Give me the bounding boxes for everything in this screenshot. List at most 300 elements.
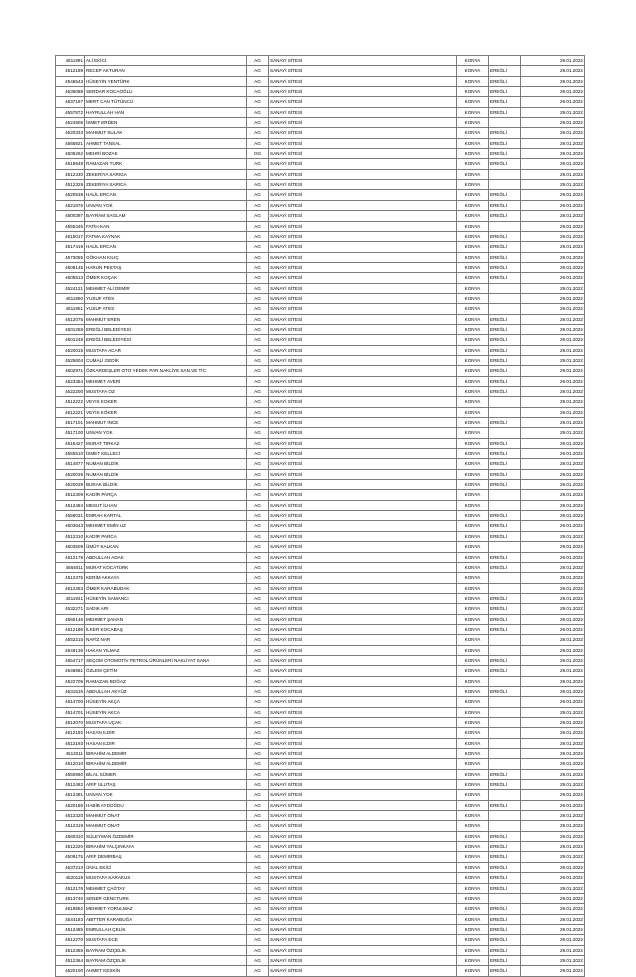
cell-voltage-type[interactable]: AG bbox=[247, 221, 269, 231]
table-row[interactable] bbox=[56, 562, 585, 572]
cell-date[interactable]: 29.01.2022 bbox=[521, 200, 585, 210]
cell-record-id[interactable]: 4546543 bbox=[56, 76, 85, 86]
cell-subscriber-name[interactable]: ÜMÜT KALKAN bbox=[85, 542, 247, 552]
cell-district[interactable] bbox=[489, 428, 521, 438]
cell-record-id[interactable]: 4522200 bbox=[56, 387, 85, 397]
table-row[interactable] bbox=[56, 252, 585, 262]
cell-district[interactable]: EREĞLİ bbox=[489, 469, 521, 479]
cell-record-id[interactable]: 4512482 bbox=[56, 780, 85, 790]
cell-facility-name[interactable]: SANAYİ SİTESİ bbox=[269, 469, 457, 479]
cell-subscriber-name[interactable]: RAMAZAN BOĞAZ bbox=[85, 676, 247, 686]
cell-district[interactable]: EREĞLİ bbox=[489, 200, 521, 210]
cell-voltage-type[interactable]: AG bbox=[247, 645, 269, 655]
cell-record-id[interactable]: 4602971 bbox=[56, 366, 85, 376]
cell-subscriber-name[interactable]: MEHMET YORULMAZ bbox=[85, 904, 247, 914]
cell-facility-name[interactable]: SANAYİ SİTESİ bbox=[269, 149, 457, 159]
cell-province[interactable]: KONYA bbox=[457, 904, 489, 914]
cell-facility-name[interactable]: SANAYİ SİTESİ bbox=[269, 728, 457, 738]
table-row[interactable] bbox=[56, 480, 585, 490]
cell-date[interactable]: 29.01.2022 bbox=[521, 190, 585, 200]
cell-subscriber-name[interactable]: ÜNAL EKİCİ bbox=[85, 862, 247, 872]
cell-subscriber-name[interactable]: EMRAH KARTAL bbox=[85, 511, 247, 521]
cell-voltage-type[interactable]: AG bbox=[247, 242, 269, 252]
table-row[interactable] bbox=[56, 811, 585, 821]
table-row[interactable] bbox=[56, 511, 585, 521]
cell-date[interactable]: 29.01.2022 bbox=[521, 790, 585, 800]
cell-district[interactable]: EREĞLİ bbox=[489, 138, 521, 148]
cell-subscriber-name[interactable]: EREĞLİ BELEDİYESİ bbox=[85, 335, 247, 345]
cell-subscriber-name[interactable]: AHMET TANSAL bbox=[85, 138, 247, 148]
cell-province[interactable]: KONYA bbox=[457, 749, 489, 759]
cell-record-id[interactable]: 4512176 bbox=[56, 883, 85, 893]
cell-date[interactable]: 29.01.2022 bbox=[521, 852, 585, 862]
cell-record-id[interactable]: 4517419 bbox=[56, 242, 85, 252]
table-row[interactable] bbox=[56, 231, 585, 241]
cell-date[interactable]: 29.01.2022 bbox=[521, 387, 585, 397]
cell-voltage-type[interactable]: AG bbox=[247, 955, 269, 965]
cell-province[interactable]: KONYA bbox=[457, 97, 489, 107]
cell-subscriber-name[interactable]: EREĞLİ BELEDİYESİ bbox=[85, 324, 247, 334]
cell-facility-name[interactable]: SANAYİ SİTESİ bbox=[269, 138, 457, 148]
cell-province[interactable]: KONYA bbox=[457, 852, 489, 862]
cell-record-id[interactable]: 4512309 bbox=[56, 490, 85, 500]
cell-record-id[interactable]: 4531616 bbox=[56, 686, 85, 696]
cell-subscriber-name[interactable]: HÜSEYİN AKCA bbox=[85, 707, 247, 717]
cell-district[interactable]: EREĞLİ bbox=[489, 562, 521, 572]
cell-subscriber-name[interactable]: SADIK ARI bbox=[85, 604, 247, 614]
table-row[interactable] bbox=[56, 666, 585, 676]
cell-date[interactable]: 29.01.2022 bbox=[521, 293, 585, 303]
cell-province[interactable]: KONYA bbox=[457, 945, 489, 955]
cell-subscriber-name[interactable]: BURAK BİLDİK bbox=[85, 480, 247, 490]
cell-district[interactable]: EREĞLİ bbox=[489, 211, 521, 221]
table-row[interactable] bbox=[56, 697, 585, 707]
table-row[interactable] bbox=[56, 790, 585, 800]
table-row[interactable] bbox=[56, 490, 585, 500]
cell-subscriber-name[interactable]: UNVAN YOK bbox=[85, 428, 247, 438]
table-row[interactable] bbox=[56, 593, 585, 603]
cell-facility-name[interactable]: SANAYİ SİTESİ bbox=[269, 314, 457, 324]
cell-date[interactable]: 29.01.2022 bbox=[521, 169, 585, 179]
cell-district[interactable]: EREĞLİ bbox=[489, 624, 521, 634]
cell-voltage-type[interactable]: AG bbox=[247, 811, 269, 821]
cell-record-id[interactable]: 4512484 bbox=[56, 500, 85, 510]
table-row[interactable] bbox=[56, 397, 585, 407]
table-row[interactable] bbox=[56, 76, 585, 86]
cell-subscriber-name[interactable]: ÖZLEM ÇETİN bbox=[85, 666, 247, 676]
cell-district[interactable] bbox=[489, 707, 521, 717]
cell-voltage-type[interactable]: AG bbox=[247, 945, 269, 955]
cell-record-id[interactable]: 4516427 bbox=[56, 438, 85, 448]
cell-voltage-type[interactable]: AG bbox=[247, 800, 269, 810]
cell-subscriber-name[interactable]: HÜSEYİN SAMANCI bbox=[85, 593, 247, 603]
cell-voltage-type[interactable]: AG bbox=[247, 469, 269, 479]
cell-record-id[interactable]: 4532271 bbox=[56, 604, 85, 614]
cell-subscriber-name[interactable]: NUMAN BİLDİK bbox=[85, 469, 247, 479]
cell-record-id[interactable]: 4512329 bbox=[56, 180, 85, 190]
cell-record-id[interactable]: 4512330 bbox=[56, 169, 85, 179]
table-row[interactable] bbox=[56, 873, 585, 883]
cell-date[interactable]: 29.01.2022 bbox=[521, 707, 585, 717]
cell-subscriber-name[interactable]: ARİF ULUTAŞ bbox=[85, 780, 247, 790]
cell-subscriber-name[interactable]: MAHMUT İNCE bbox=[85, 418, 247, 428]
cell-voltage-type[interactable]: AG bbox=[247, 87, 269, 97]
cell-record-id[interactable]: 4512189 bbox=[56, 66, 85, 76]
cell-voltage-type[interactable]: AG bbox=[247, 780, 269, 790]
cell-district[interactable]: EREĞLİ bbox=[489, 107, 521, 117]
cell-record-id[interactable]: 4520333 bbox=[56, 128, 85, 138]
cell-district[interactable]: EREĞLİ bbox=[489, 686, 521, 696]
cell-subscriber-name[interactable]: KADİR PARÇA bbox=[85, 490, 247, 500]
cell-record-id[interactable]: 4537197 bbox=[56, 97, 85, 107]
cell-voltage-type[interactable]: AG bbox=[247, 624, 269, 634]
table-row[interactable] bbox=[56, 893, 585, 903]
cell-province[interactable]: KONYA bbox=[457, 562, 489, 572]
cell-record-id[interactable]: 4512196 bbox=[56, 624, 85, 634]
table-row[interactable] bbox=[56, 718, 585, 728]
cell-record-id[interactable]: 4520538 bbox=[56, 190, 85, 200]
cell-date[interactable]: 29.01.2022 bbox=[521, 345, 585, 355]
cell-date[interactable]: 29.01.2022 bbox=[521, 511, 585, 521]
cell-date[interactable]: 29.01.2022 bbox=[521, 831, 585, 841]
cell-record-id[interactable]: 4601248 bbox=[56, 335, 85, 345]
cell-record-id[interactable]: 4565921 bbox=[56, 138, 85, 148]
cell-province[interactable]: KONYA bbox=[457, 759, 489, 769]
cell-voltage-type[interactable]: AG bbox=[247, 211, 269, 221]
cell-date[interactable]: 29.01.2022 bbox=[521, 304, 585, 314]
cell-district[interactable]: EREĞLİ bbox=[489, 955, 521, 965]
cell-subscriber-name[interactable]: BİLAL SÜMER bbox=[85, 769, 247, 779]
cell-district[interactable]: EREĞLİ bbox=[489, 128, 521, 138]
table-row[interactable] bbox=[56, 749, 585, 759]
cell-province[interactable]: KONYA bbox=[457, 262, 489, 272]
table-row[interactable] bbox=[56, 97, 585, 107]
cell-facility-name[interactable]: SANAYİ SİTESİ bbox=[269, 831, 457, 841]
cell-district[interactable] bbox=[489, 169, 521, 179]
cell-subscriber-name[interactable]: CUMALİ GEDİK bbox=[85, 355, 247, 365]
cell-date[interactable]: 29.01.2022 bbox=[521, 924, 585, 934]
cell-province[interactable]: KONYA bbox=[457, 221, 489, 231]
cell-facility-name[interactable]: SANAYİ SİTESİ bbox=[269, 459, 457, 469]
table-row[interactable] bbox=[56, 418, 585, 428]
cell-voltage-type[interactable]: AG bbox=[247, 283, 269, 293]
cell-record-id[interactable]: 4550960 bbox=[56, 769, 85, 779]
cell-subscriber-name[interactable]: MAHMUT ONAT bbox=[85, 821, 247, 831]
cell-province[interactable]: KONYA bbox=[457, 583, 489, 593]
cell-facility-name[interactable]: SANAYİ SİTESİ bbox=[269, 345, 457, 355]
cell-voltage-type[interactable]: AG bbox=[247, 128, 269, 138]
cell-district[interactable] bbox=[489, 542, 521, 552]
cell-voltage-type[interactable]: AG bbox=[247, 542, 269, 552]
table-row[interactable] bbox=[56, 800, 585, 810]
cell-facility-name[interactable]: SANAYİ SİTESİ bbox=[269, 790, 457, 800]
cell-facility-name[interactable]: SANAYİ SİTESİ bbox=[269, 738, 457, 748]
cell-province[interactable]: KONYA bbox=[457, 252, 489, 262]
cell-subscriber-name[interactable]: BAYRAM ÖZÇELİK bbox=[85, 945, 247, 955]
cell-facility-name[interactable]: SANAYİ SİTESİ bbox=[269, 231, 457, 241]
cell-district[interactable] bbox=[489, 583, 521, 593]
cell-district[interactable]: EREĞLİ bbox=[489, 862, 521, 872]
cell-facility-name[interactable]: SANAYİ SİTESİ bbox=[269, 97, 457, 107]
cell-facility-name[interactable]: SANAYİ SİTESİ bbox=[269, 593, 457, 603]
cell-district[interactable]: EREĞLİ bbox=[489, 966, 521, 976]
cell-province[interactable]: KONYA bbox=[457, 645, 489, 655]
table-row[interactable] bbox=[56, 945, 585, 955]
cell-date[interactable]: 29.01.2022 bbox=[521, 562, 585, 572]
cell-date[interactable]: 29.01.2022 bbox=[521, 159, 585, 169]
cell-facility-name[interactable]: SANAYİ SİTESİ bbox=[269, 324, 457, 334]
table-row[interactable] bbox=[56, 376, 585, 386]
cell-facility-name[interactable]: SANAYİ SİTESİ bbox=[269, 562, 457, 572]
cell-date[interactable]: 29.01.2022 bbox=[521, 635, 585, 645]
cell-province[interactable]: KONYA bbox=[457, 624, 489, 634]
cell-subscriber-name[interactable]: HABİB AYDOĞDU bbox=[85, 800, 247, 810]
cell-district[interactable] bbox=[489, 811, 521, 821]
cell-facility-name[interactable]: SANAYİ SİTESİ bbox=[269, 242, 457, 252]
cell-record-id[interactable]: 4603643 bbox=[56, 521, 85, 531]
cell-subscriber-name[interactable]: YUSUF ATES bbox=[85, 304, 247, 314]
cell-date[interactable]: 29.01.2022 bbox=[521, 904, 585, 914]
cell-date[interactable]: 29.01.2022 bbox=[521, 769, 585, 779]
cell-subscriber-name[interactable]: MESUT İLHAN bbox=[85, 500, 247, 510]
cell-record-id[interactable]: 4560310 bbox=[56, 831, 85, 841]
cell-province[interactable]: KONYA bbox=[457, 542, 489, 552]
cell-record-id[interactable]: 4512010 bbox=[56, 759, 85, 769]
table-row[interactable] bbox=[56, 500, 585, 510]
table-row[interactable] bbox=[56, 407, 585, 417]
cell-voltage-type[interactable]: OG bbox=[247, 149, 269, 159]
cell-province[interactable]: KONYA bbox=[457, 387, 489, 397]
cell-facility-name[interactable]: SANAYİ SİTESİ bbox=[269, 521, 457, 531]
cell-district[interactable]: EREĞLİ bbox=[489, 614, 521, 624]
cell-date[interactable]: 29.01.2022 bbox=[521, 335, 585, 345]
cell-voltage-type[interactable]: AG bbox=[247, 314, 269, 324]
cell-record-id[interactable]: 4520039 bbox=[56, 480, 85, 490]
cell-subscriber-name[interactable]: ÖZKARDEŞLER OTO YEDEK PAR.NAKLİYE SAN.VE TİC bbox=[85, 366, 247, 376]
table-row[interactable] bbox=[56, 738, 585, 748]
table-row[interactable] bbox=[56, 149, 585, 159]
cell-district[interactable]: EREĞLİ bbox=[489, 935, 521, 945]
cell-province[interactable]: KONYA bbox=[457, 769, 489, 779]
cell-district[interactable] bbox=[489, 635, 521, 645]
cell-subscriber-name[interactable]: SÜLEYMAN ÖZDEMİR bbox=[85, 831, 247, 841]
cell-district[interactable] bbox=[489, 728, 521, 738]
cell-subscriber-name[interactable]: NUMAN BİLDİK bbox=[85, 459, 247, 469]
cell-district[interactable]: EREĞLİ bbox=[489, 335, 521, 345]
table-row[interactable] bbox=[56, 531, 585, 541]
table-row[interactable] bbox=[56, 169, 585, 179]
cell-province[interactable]: KONYA bbox=[457, 66, 489, 76]
cell-record-id[interactable]: 4524121 bbox=[56, 283, 85, 293]
cell-facility-name[interactable]: SANAYİ SİTESİ bbox=[269, 387, 457, 397]
cell-subscriber-name[interactable]: RAMAZAN TURK bbox=[85, 159, 247, 169]
cell-record-id[interactable]: 4512481 bbox=[56, 790, 85, 800]
cell-date[interactable]: 29.01.2022 bbox=[521, 76, 585, 86]
cell-district[interactable]: EREĞLİ bbox=[489, 883, 521, 893]
cell-record-id[interactable]: 4511941 bbox=[56, 593, 85, 603]
cell-date[interactable]: 29.01.2022 bbox=[521, 107, 585, 117]
cell-voltage-type[interactable]: AG bbox=[247, 521, 269, 531]
table-row[interactable] bbox=[56, 604, 585, 614]
cell-date[interactable]: 29.01.2022 bbox=[521, 242, 585, 252]
cell-province[interactable]: KONYA bbox=[457, 231, 489, 241]
cell-facility-name[interactable]: SANAYİ SİTESİ bbox=[269, 128, 457, 138]
cell-record-id[interactable]: 4512353 bbox=[56, 583, 85, 593]
cell-facility-name[interactable]: SANAYİ SİTESİ bbox=[269, 293, 457, 303]
cell-subscriber-name[interactable]: MAHMUT SULAK bbox=[85, 128, 247, 138]
cell-record-id[interactable]: 4601258 bbox=[56, 324, 85, 334]
cell-date[interactable]: 29.01.2022 bbox=[521, 738, 585, 748]
table-row[interactable] bbox=[56, 180, 585, 190]
table-row[interactable] bbox=[56, 573, 585, 583]
cell-subscriber-name[interactable]: EMRULLAH ÇELİK bbox=[85, 924, 247, 934]
cell-facility-name[interactable]: SANAYİ SİTESİ bbox=[269, 200, 457, 210]
cell-district[interactable]: EREĞLİ bbox=[489, 376, 521, 386]
cell-date[interactable]: 29.01.2022 bbox=[521, 552, 585, 562]
cell-subscriber-name[interactable]: ALİ EKİCİ bbox=[85, 56, 247, 66]
cell-date[interactable]: 29.01.2022 bbox=[521, 966, 585, 976]
cell-district[interactable] bbox=[489, 821, 521, 831]
table-row[interactable] bbox=[56, 107, 585, 117]
cell-subscriber-name[interactable]: HAYRULLAH HAN bbox=[85, 107, 247, 117]
cell-district[interactable] bbox=[489, 56, 521, 66]
cell-subscriber-name[interactable]: VEYİS KÖKER bbox=[85, 407, 247, 417]
cell-subscriber-name[interactable]: HAKAN YILMAZ bbox=[85, 645, 247, 655]
cell-subscriber-name[interactable]: NAFİZ NAR bbox=[85, 635, 247, 645]
cell-date[interactable]: 29.01.2022 bbox=[521, 66, 585, 76]
cell-facility-name[interactable]: SANAYİ SİTESİ bbox=[269, 262, 457, 272]
cell-subscriber-name[interactable]: İSMET KELLECİ bbox=[85, 449, 247, 459]
cell-date[interactable]: 29.01.2022 bbox=[521, 273, 585, 283]
cell-voltage-type[interactable]: AG bbox=[247, 118, 269, 128]
cell-province[interactable]: KONYA bbox=[457, 738, 489, 748]
cell-record-id[interactable]: 4512222 bbox=[56, 397, 85, 407]
cell-province[interactable]: KONYA bbox=[457, 449, 489, 459]
cell-district[interactable]: EREĞLİ bbox=[489, 511, 521, 521]
table-row[interactable] bbox=[56, 56, 585, 66]
table-row[interactable] bbox=[56, 624, 585, 634]
cell-facility-name[interactable]: SANAYİ SİTESİ bbox=[269, 873, 457, 883]
cell-facility-name[interactable]: SANAYİ SİTESİ bbox=[269, 935, 457, 945]
cell-province[interactable]: KONYA bbox=[457, 842, 489, 852]
cell-province[interactable]: KONYA bbox=[457, 376, 489, 386]
cell-facility-name[interactable]: SANAYİ SİTESİ bbox=[269, 490, 457, 500]
cell-subscriber-name[interactable]: MEHMET ŞAHAN bbox=[85, 614, 247, 624]
cell-voltage-type[interactable]: AG bbox=[247, 159, 269, 169]
cell-facility-name[interactable]: SANAYİ SİTESİ bbox=[269, 904, 457, 914]
cell-facility-name[interactable]: SANAYİ SİTESİ bbox=[269, 159, 457, 169]
cell-voltage-type[interactable]: AG bbox=[247, 738, 269, 748]
table-row[interactable] bbox=[56, 118, 585, 128]
cell-province[interactable]: KONYA bbox=[457, 666, 489, 676]
cell-voltage-type[interactable]: AG bbox=[247, 883, 269, 893]
cell-date[interactable]: 29.01.2022 bbox=[521, 438, 585, 448]
cell-province[interactable]: KONYA bbox=[457, 811, 489, 821]
cell-date[interactable]: 29.01.2022 bbox=[521, 500, 585, 510]
cell-record-id[interactable]: 4520035 bbox=[56, 469, 85, 479]
cell-voltage-type[interactable]: AG bbox=[247, 728, 269, 738]
cell-district[interactable] bbox=[489, 676, 521, 686]
cell-province[interactable]: KONYA bbox=[457, 324, 489, 334]
cell-subscriber-name[interactable]: FATMA KAYNAK bbox=[85, 231, 247, 241]
cell-date[interactable]: 29.01.2022 bbox=[521, 614, 585, 624]
cell-facility-name[interactable]: SANAYİ SİTESİ bbox=[269, 118, 457, 128]
cell-province[interactable]: KONYA bbox=[457, 242, 489, 252]
cell-date[interactable]: 29.01.2022 bbox=[521, 893, 585, 903]
cell-province[interactable]: KONYA bbox=[457, 686, 489, 696]
cell-province[interactable]: KONYA bbox=[457, 635, 489, 645]
cell-voltage-type[interactable]: AG bbox=[247, 697, 269, 707]
cell-subscriber-name[interactable]: MUSTAFA ACAR bbox=[85, 345, 247, 355]
cell-date[interactable]: 29.01.2022 bbox=[521, 449, 585, 459]
cell-voltage-type[interactable]: AG bbox=[247, 273, 269, 283]
cell-district[interactable] bbox=[489, 573, 521, 583]
cell-voltage-type[interactable]: AG bbox=[247, 635, 269, 645]
cell-voltage-type[interactable]: AG bbox=[247, 97, 269, 107]
cell-facility-name[interactable]: SANAYİ SİTESİ bbox=[269, 749, 457, 759]
cell-province[interactable]: KONYA bbox=[457, 283, 489, 293]
cell-date[interactable]: 29.01.2022 bbox=[521, 138, 585, 148]
table-row[interactable] bbox=[56, 469, 585, 479]
cell-date[interactable]: 29.01.2022 bbox=[521, 945, 585, 955]
table-row[interactable] bbox=[56, 159, 585, 169]
cell-record-id[interactable]: 4512070 bbox=[56, 718, 85, 728]
cell-facility-name[interactable]: SANAYİ SİTESİ bbox=[269, 862, 457, 872]
cell-voltage-type[interactable]: AG bbox=[247, 676, 269, 686]
cell-date[interactable]: 29.01.2022 bbox=[521, 149, 585, 159]
cell-district[interactable]: EREĞLİ bbox=[489, 449, 521, 459]
cell-province[interactable]: KONYA bbox=[457, 893, 489, 903]
cell-province[interactable]: KONYA bbox=[457, 552, 489, 562]
table-row[interactable] bbox=[56, 190, 585, 200]
table-row[interactable] bbox=[56, 66, 585, 76]
cell-province[interactable]: KONYA bbox=[457, 345, 489, 355]
cell-subscriber-name[interactable]: UNVAN YOK bbox=[85, 790, 247, 800]
cell-voltage-type[interactable]: AG bbox=[247, 324, 269, 334]
cell-district[interactable]: EREĞLİ bbox=[489, 852, 521, 862]
cell-province[interactable]: KONYA bbox=[457, 273, 489, 283]
cell-voltage-type[interactable]: AG bbox=[247, 707, 269, 717]
cell-voltage-type[interactable]: AG bbox=[247, 655, 269, 665]
cell-province[interactable]: KONYA bbox=[457, 718, 489, 728]
cell-district[interactable]: EREĞLİ bbox=[489, 842, 521, 852]
cell-province[interactable]: KONYA bbox=[457, 500, 489, 510]
table-row[interactable] bbox=[56, 769, 585, 779]
cell-subscriber-name[interactable]: ZEKERİYA SARIGA bbox=[85, 169, 247, 179]
cell-voltage-type[interactable]: AG bbox=[247, 418, 269, 428]
cell-date[interactable]: 29.01.2022 bbox=[521, 521, 585, 531]
table-row[interactable] bbox=[56, 449, 585, 459]
cell-province[interactable]: KONYA bbox=[457, 366, 489, 376]
cell-subscriber-name[interactable]: HASAN ILDIR bbox=[85, 728, 247, 738]
cell-subscriber-name[interactable]: HALİL ERCAN bbox=[85, 190, 247, 200]
cell-facility-name[interactable]: SANAYİ SİTESİ bbox=[269, 397, 457, 407]
cell-district[interactable]: EREĞLİ bbox=[489, 149, 521, 159]
table-row[interactable] bbox=[56, 955, 585, 965]
cell-subscriber-name[interactable]: BAYRAM SAGLAM bbox=[85, 211, 247, 221]
cell-province[interactable]: KONYA bbox=[457, 966, 489, 976]
cell-facility-name[interactable]: SANAYİ SİTESİ bbox=[269, 438, 457, 448]
cell-voltage-type[interactable]: AG bbox=[247, 790, 269, 800]
cell-date[interactable]: 29.01.2022 bbox=[521, 397, 585, 407]
cell-province[interactable]: KONYA bbox=[457, 676, 489, 686]
cell-date[interactable]: 29.01.2022 bbox=[521, 221, 585, 231]
table-row[interactable] bbox=[56, 821, 585, 831]
cell-voltage-type[interactable]: AG bbox=[247, 531, 269, 541]
cell-date[interactable]: 29.01.2022 bbox=[521, 759, 585, 769]
cell-district[interactable] bbox=[489, 283, 521, 293]
table-row[interactable] bbox=[56, 635, 585, 645]
